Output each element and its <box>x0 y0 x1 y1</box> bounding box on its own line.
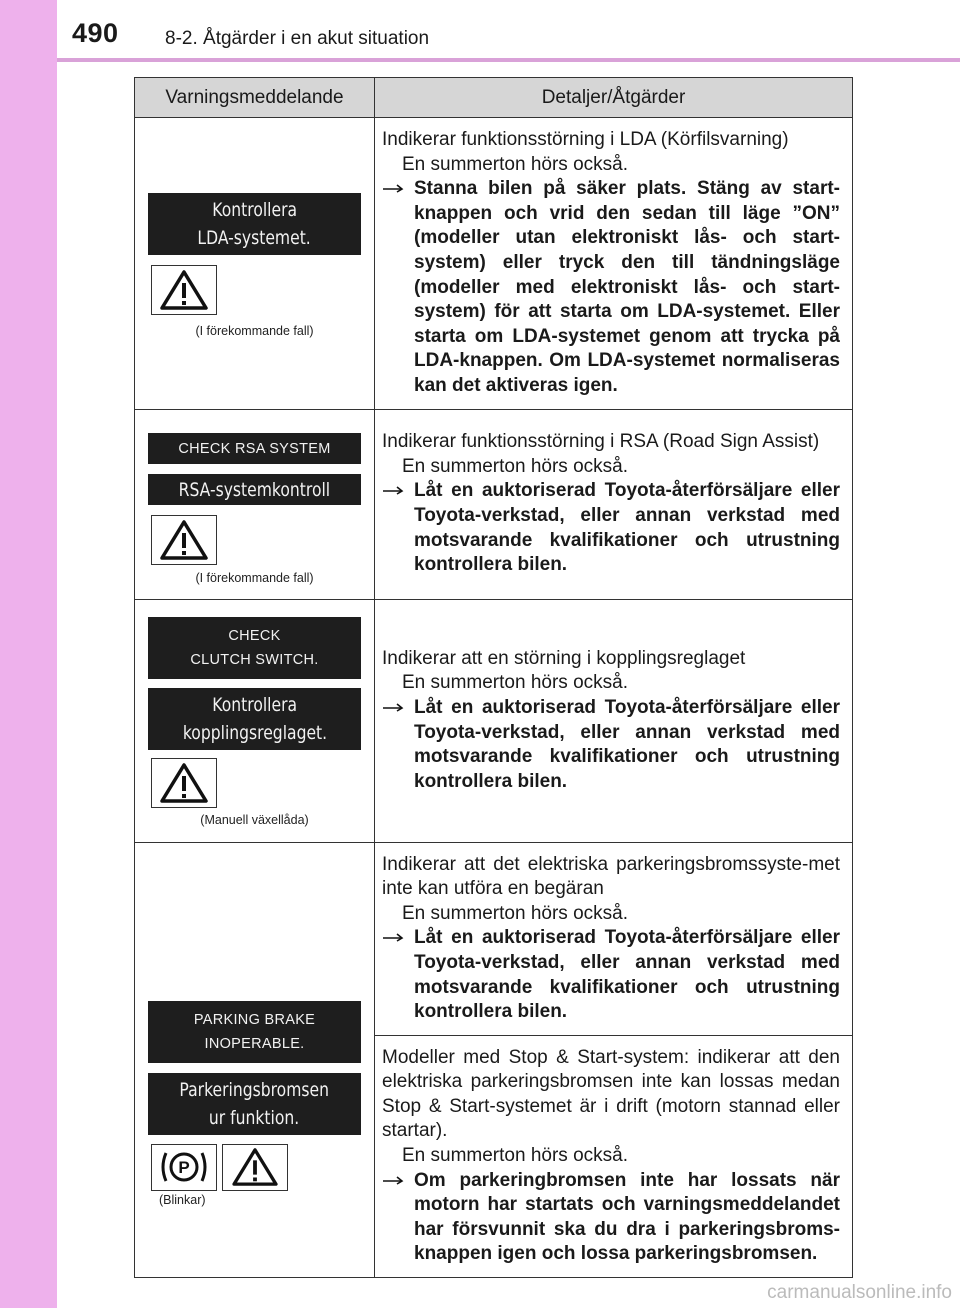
arrow-right-icon <box>382 1169 414 1267</box>
details-cell-rsa <box>375 409 853 599</box>
lda-message-display <box>148 193 361 255</box>
clutch-message-display-sv <box>148 688 361 750</box>
parking-2-buzzer-note: En summerton hörs också. <box>402 1145 628 1167</box>
parking-message-en-line-1: PARKING BRAKE <box>193 1011 316 1028</box>
parking-blinking-note: (Blinkar) <box>159 1192 206 1207</box>
details-cell-clutch <box>375 599 853 842</box>
parking-2-description: Modeller med Stop & Start-system: indikerar att den elektriska parkeringsbromsen inte kan lossas medan Stop & Start-systemet är i drift (motorn stannad eller startar). <box>382 1046 840 1142</box>
parking-1-buzzer-note: En summerton hörs också. <box>402 902 628 924</box>
lda-action <box>382 177 840 398</box>
rsa-message-sv-text: RSA-systemkontroll <box>178 478 331 501</box>
warning-triangle-icon <box>151 265 217 315</box>
warning-triangle-icon <box>151 515 217 565</box>
clutch-description: Indikerar att en störning i kopplingsreglaget <box>382 647 746 669</box>
warning-triangle-icon <box>151 758 217 808</box>
clutch-action-text: Låt en auktoriserad Toyota-återförsäljare eller Toyota-verkstad, eller annan verkstad med motsvarande kvalifikationer och utrustning kontrollera bilen. <box>414 696 840 792</box>
details-cell-parking-1 <box>375 842 853 1035</box>
parking-message-display-sv <box>148 1073 361 1135</box>
parking-2-action <box>382 1169 840 1267</box>
table-row-clutch <box>135 599 853 842</box>
rsa-message-display-en: CHECK RSA SYSTEM <box>148 433 361 464</box>
parking-2-action-text: Om parkeringbromsen inte har lossats när motorn har startats och varningsmeddelandet har försvunnit ska du dra i parkeringsbroms-knappen igen och lossa parkeringsbromsen. <box>414 1169 840 1265</box>
clutch-message-sv-line-1: Kontrollera <box>212 693 297 716</box>
clutch-message-en-line-1: CHECK <box>228 627 281 644</box>
rsa-buzzer-note: En summerton hörs också. <box>402 455 628 477</box>
rsa-description: Indikerar funktionsstörning i RSA (Road Sign Assist) <box>382 431 820 453</box>
lda-availability-note: (I förekommande fall) <box>195 323 314 338</box>
parking-brake-icon <box>151 1144 217 1191</box>
arrow-right-icon <box>382 696 414 794</box>
parking-icon-group <box>151 1144 374 1191</box>
header-rule <box>57 58 960 62</box>
rsa-availability-note: (I förekommande fall) <box>195 571 314 586</box>
arrow-right-icon <box>382 926 414 1024</box>
rsa-action-text: Låt en auktoriserad Toyota-återförsäljare eller Toyota-verkstad, eller annan verkstad med motsvarande kvalifikationer och utrustning kontrollera bilen. <box>414 480 840 576</box>
lda-message-line-2: LDA-systemet. <box>197 226 312 249</box>
header-warning-message: Varningsmeddelande <box>135 78 375 118</box>
details-cell-lda <box>375 118 853 410</box>
table-header-row <box>135 78 853 118</box>
arrow-right-icon <box>382 479 414 577</box>
rsa-action <box>382 479 840 577</box>
warning-cell-rsa <box>135 409 375 599</box>
clutch-action <box>382 696 840 794</box>
side-band <box>0 0 57 1308</box>
lda-message-line-1: Kontrollera <box>212 198 297 221</box>
clutch-message-sv-line-2: kopplingsreglaget. <box>182 721 327 744</box>
lda-action-text: Stanna bilen på säker plats. Stäng av start-knappen och vrid den sedan till läge ”ON” (modeller utan elektroniskt lås- och start-system) eller tryck den till tändningsläge (modeller med elektroniskt lås- och start-system) för att starta om LDA-systemet. Eller starta om LDA-systemet genom att trycka på LDA-knappen. Om LDA-systemet normaliseras kan det aktiveras igen. <box>414 178 840 396</box>
table-row-rsa <box>135 409 853 599</box>
parking-message-display-en <box>148 1001 361 1063</box>
svg-text:P: P <box>178 1158 190 1178</box>
warning-cell-clutch <box>135 599 375 842</box>
page-number: 490 <box>72 18 119 48</box>
clutch-buzzer-note: En summerton hörs också. <box>402 672 628 694</box>
lda-buzzer-note: En summerton hörs också. <box>402 153 628 175</box>
table-row-parking-1 <box>135 842 853 1035</box>
rsa-message-display-sv <box>148 474 361 505</box>
parking-1-description: Indikerar att det elektriska parkeringsbromssyste-met inte kan utföra en begäran <box>382 853 840 900</box>
parking-1-action-text: Låt en auktoriserad Toyota-återförsäljare eller Toyota-verkstad, eller annan verkstad med motsvarande kvalifikationer och utrustning kontrollera bilen. <box>414 927 840 1023</box>
arrow-right-icon <box>382 177 414 398</box>
parking-message-en-line-2: INOPERABLE. <box>204 1035 305 1052</box>
warning-triangle-icon <box>222 1144 288 1191</box>
warning-table <box>134 77 853 1278</box>
warning-cell-lda <box>135 118 375 410</box>
parking-message-sv-line-1: Parkeringsbromsen <box>179 1078 330 1101</box>
warning-cell-parking <box>135 842 375 1278</box>
table-row-lda <box>135 118 853 410</box>
header-details-actions: Detaljer/Åtgärder <box>375 78 853 118</box>
clutch-message-en-line-2: CLUTCH SWITCH. <box>190 651 319 668</box>
parking-1-action <box>382 926 840 1024</box>
clutch-availability-note: (Manuell växellåda) <box>200 812 309 827</box>
details-cell-parking-2 <box>375 1035 853 1277</box>
clutch-message-display-en <box>148 617 361 679</box>
section-title: 8-2. Åtgärder i en akut situation <box>165 28 430 49</box>
lda-description: Indikerar funktionsstörning i LDA (Körfilsvarning) <box>382 129 789 150</box>
watermark: carmanualsonline.info <box>767 1282 952 1303</box>
parking-message-sv-line-2: ur funktion. <box>209 1106 300 1129</box>
